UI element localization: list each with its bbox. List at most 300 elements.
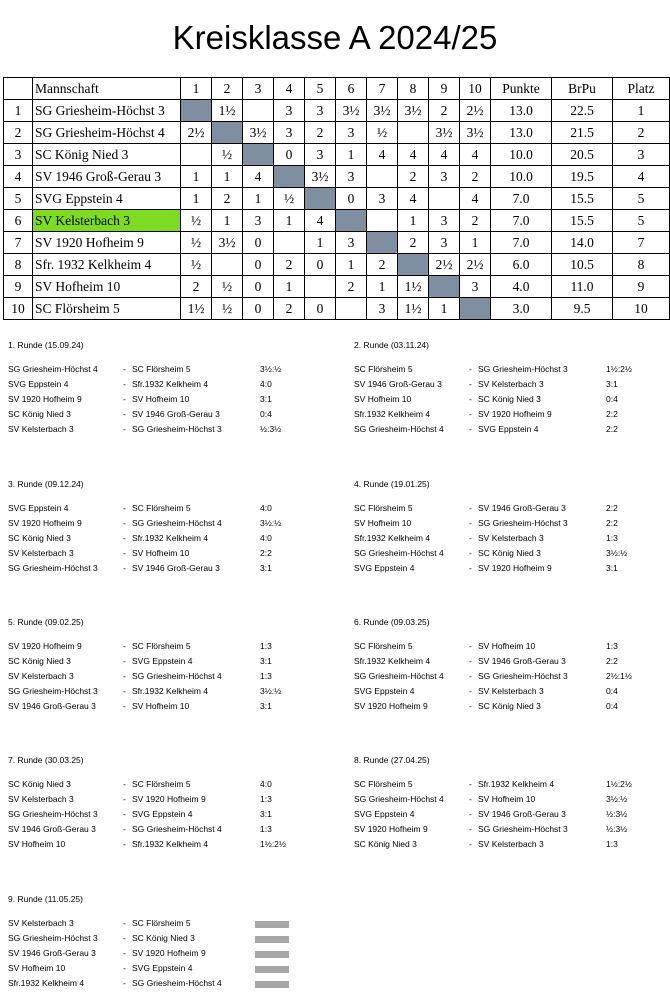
home-team: SG Griesheim-Höchst 4 (354, 424, 444, 434)
home-team: SV Hofheim 10 (354, 518, 412, 528)
match-result: 3:1 (260, 394, 272, 404)
round-block (5, 754, 286, 852)
match-row (351, 407, 618, 422)
result-cell: 4 (429, 144, 460, 166)
result-pending-bar (255, 981, 289, 988)
away-team: SC Flörsheim 5 (132, 641, 191, 651)
table-row (4, 144, 670, 166)
match-result: 3½:½ (606, 794, 628, 804)
diagonal-cell (336, 210, 367, 232)
column-header: 9 (429, 78, 460, 100)
round-block (5, 339, 282, 437)
home-team: SV Hofheim 10 (8, 839, 66, 849)
match-separator: - (123, 701, 126, 711)
column-header: 5 (305, 78, 336, 100)
match-separator: - (469, 686, 472, 696)
spacer (351, 767, 430, 777)
column-header: Platz (613, 78, 670, 100)
result-cell: 0 (243, 276, 274, 298)
result-cell (243, 100, 274, 122)
home-team: SV 1946 Groß-Gerau 3 (8, 824, 96, 834)
column-header: 2 (212, 78, 243, 100)
table-row (4, 254, 670, 276)
result-pending-bar (255, 936, 289, 943)
result-cell (336, 298, 367, 320)
away-team: SV 1946 Groß-Gerau 3 (478, 656, 566, 666)
away-team: SV 1946 Groß-Gerau 3 (132, 563, 220, 573)
match-separator: - (469, 394, 472, 404)
column-header: 10 (460, 78, 491, 100)
home-team: SC König Nied 3 (8, 533, 71, 543)
match-separator: - (123, 533, 126, 543)
match-result: 2:2 (606, 409, 618, 419)
result-cell: 0 (243, 298, 274, 320)
rank-number-cell: 8 (4, 254, 33, 276)
away-team: SV 1946 Groß-Gerau 3 (132, 409, 220, 419)
match-result: 3½:½ (606, 548, 628, 558)
match-separator: - (123, 394, 126, 404)
rank-cell: 2 (613, 122, 670, 144)
result-cell: 2½ (460, 254, 491, 276)
match-separator: - (469, 409, 472, 419)
match-result: 3½:½ (260, 518, 282, 528)
result-cell: 2 (398, 232, 429, 254)
result-cell: ½ (181, 254, 212, 276)
rank-number-cell: 10 (4, 298, 33, 320)
match-result: 3:1 (260, 656, 272, 666)
home-team: SV 1946 Groß-Gerau 3 (8, 948, 96, 958)
match-row (5, 422, 282, 437)
rank-number-cell: 9 (4, 276, 33, 298)
column-header: 4 (274, 78, 305, 100)
home-team: SV Kelsterbach 3 (8, 671, 74, 681)
home-team: SVG Eppstein 4 (354, 686, 415, 696)
points-cell: 3.0 (491, 298, 552, 320)
match-result: 4:0 (260, 503, 272, 513)
away-team: SV 1946 Groß-Gerau 3 (478, 809, 566, 819)
diagonal-cell (212, 122, 243, 144)
points-cell: 10.0 (491, 144, 552, 166)
rank-cell: 8 (613, 254, 670, 276)
team-name-cell: SVG Eppstein 4 (33, 188, 181, 210)
rank-number-cell: 1 (4, 100, 33, 122)
result-cell: ½ (181, 232, 212, 254)
result-cell (367, 210, 398, 232)
result-cell: 2 (367, 254, 398, 276)
result-cell: 0 (243, 232, 274, 254)
brpu-cell: 14.0 (552, 232, 613, 254)
match-separator: - (123, 824, 126, 834)
match-result: 3:1 (260, 563, 272, 573)
match-row (351, 546, 628, 561)
home-team: SC König Nied 3 (8, 409, 71, 419)
result-cell: 3 (336, 166, 367, 188)
result-cell: 4 (305, 210, 336, 232)
table-row (4, 298, 670, 320)
brpu-cell: 9.5 (552, 298, 613, 320)
result-cell: 3½ (460, 122, 491, 144)
round-heading: 5. Runde (09.02.25) (8, 617, 84, 627)
result-cell: 3 (305, 100, 336, 122)
match-row (5, 684, 282, 699)
away-team: SV 1920 Hofheim 9 (132, 794, 206, 804)
home-team: SV Hofheim 10 (8, 963, 66, 973)
away-team: SG Griesheim-Höchst 4 (132, 824, 222, 834)
diagonal-cell (398, 254, 429, 276)
spacer (5, 629, 84, 639)
match-row (351, 822, 628, 837)
rank-cell: 5 (613, 210, 670, 232)
match-separator: - (123, 809, 126, 819)
result-cell: 3½ (305, 166, 336, 188)
result-cell: 3 (429, 166, 460, 188)
brpu-cell: 21.5 (552, 122, 613, 144)
match-result: 1:3 (606, 839, 618, 849)
round-heading: 1. Runde (15.09.24) (8, 340, 84, 350)
match-row (351, 561, 618, 576)
home-team: SVG Eppstein 4 (8, 503, 69, 513)
result-cell: 3 (429, 232, 460, 254)
away-team: SV Kelsterbach 3 (478, 686, 544, 696)
away-team: SV Hofheim 10 (132, 394, 190, 404)
match-row (351, 669, 632, 684)
result-cell: 3 (305, 144, 336, 166)
match-row (5, 639, 272, 654)
match-separator: - (123, 671, 126, 681)
home-team: SV Hofheim 10 (354, 394, 412, 404)
round-heading: 4. Runde (19.01.25) (354, 479, 430, 489)
team-name-cell: Sfr. 1932 Kelkheim 4 (33, 254, 181, 276)
result-cell: 2½ (429, 254, 460, 276)
home-team: SC Flörsheim 5 (354, 779, 413, 789)
result-cell: 4 (243, 166, 274, 188)
away-team: SV 1946 Groß-Gerau 3 (478, 503, 566, 513)
match-result: 1:3 (260, 641, 272, 651)
away-team: Sfr.1932 Kelkheim 4 (132, 379, 209, 389)
away-team: Sfr.1932 Kelkheim 4 (132, 686, 209, 696)
away-team: SC König Nied 3 (478, 548, 541, 558)
away-team: Sfr.1932 Kelkheim 4 (132, 533, 209, 543)
away-team: SC Flörsheim 5 (132, 779, 191, 789)
match-row (351, 516, 618, 531)
match-row (351, 699, 618, 714)
match-separator: - (123, 686, 126, 696)
result-pending-bar (255, 966, 289, 973)
match-separator: - (123, 978, 126, 988)
table-row (4, 166, 670, 188)
result-cell: 1½ (212, 100, 243, 122)
match-separator: - (123, 548, 126, 558)
match-result: ½:3½ (260, 424, 282, 434)
away-team: SG Griesheim-Höchst 4 (132, 671, 222, 681)
result-cell: ½ (212, 298, 243, 320)
spacer (351, 629, 430, 639)
round-heading: 3. Runde (09.12.24) (8, 479, 84, 489)
result-cell: 3 (460, 276, 491, 298)
result-cell (398, 122, 429, 144)
home-team: SV 1920 Hofheim 9 (8, 394, 82, 404)
match-result: 2½:1½ (606, 671, 632, 681)
points-cell: 13.0 (491, 100, 552, 122)
brpu-cell: 22.5 (552, 100, 613, 122)
points-cell: 6.0 (491, 254, 552, 276)
match-separator: - (123, 948, 126, 958)
home-team: SV 1920 Hofheim 9 (354, 824, 428, 834)
match-row (351, 639, 618, 654)
home-team: SG Griesheim-Höchst 4 (8, 364, 98, 374)
rank-cell: 5 (613, 188, 670, 210)
rank-number-cell: 4 (4, 166, 33, 188)
home-team: SG Griesheim-Höchst 3 (8, 563, 98, 573)
match-separator: - (469, 641, 472, 651)
away-team: SV 1920 Hofheim 9 (132, 948, 206, 958)
result-cell: 3 (336, 122, 367, 144)
round-block (351, 339, 632, 437)
result-cell: 2½ (181, 122, 212, 144)
round-heading: 2. Runde (03.11.24) (354, 340, 429, 350)
result-cell: 1 (305, 232, 336, 254)
diagonal-cell (367, 232, 398, 254)
match-row (5, 654, 272, 669)
result-cell: 2 (212, 188, 243, 210)
brpu-cell: 15.5 (552, 188, 613, 210)
page-title: Kreisklasse A 2024/25 (172, 19, 498, 56)
result-cell: 2 (274, 298, 305, 320)
match-result: 3½:½ (260, 686, 282, 696)
match-separator: - (123, 839, 126, 849)
home-team: Sfr.1932 Kelkheim 4 (354, 409, 431, 419)
result-cell: 2 (460, 166, 491, 188)
team-name-cell: SV 1946 Groß-Gerau 3 (33, 166, 181, 188)
table-header-row (4, 78, 670, 100)
match-separator: - (469, 424, 472, 434)
spacer (351, 491, 430, 501)
result-cell: 2½ (460, 100, 491, 122)
rank-cell: 3 (613, 144, 670, 166)
match-result: 1½:2½ (260, 839, 286, 849)
home-team: SC König Nied 3 (354, 839, 417, 849)
match-row (351, 422, 618, 437)
result-cell: 3 (243, 210, 274, 232)
diagonal-cell (181, 100, 212, 122)
match-separator: - (469, 563, 472, 573)
round-heading: 6. Runde (09.03.25) (354, 617, 430, 627)
result-cell (274, 232, 305, 254)
result-cell: 1 (336, 254, 367, 276)
result-cell: 3 (367, 188, 398, 210)
match-separator: - (469, 779, 472, 789)
away-team: Sfr.1932 Kelkheim 4 (478, 779, 555, 789)
points-cell: 10.0 (491, 166, 552, 188)
match-row (5, 531, 272, 546)
result-cell: ½ (212, 276, 243, 298)
result-cell: 2 (336, 276, 367, 298)
column-header: Punkte (491, 78, 552, 100)
match-separator: - (469, 839, 472, 849)
match-result: 3:1 (606, 379, 618, 389)
match-separator: - (469, 701, 472, 711)
table-row (4, 232, 670, 254)
points-cell: 7.0 (491, 188, 552, 210)
column-header: 6 (336, 78, 367, 100)
home-team: SC Flörsheim 5 (354, 641, 413, 651)
match-separator: - (123, 779, 126, 789)
home-team: SG Griesheim-Höchst 3 (8, 933, 98, 943)
team-name-cell: SV Kelsterbach 3 (33, 210, 181, 232)
column-header: BrPu (552, 78, 613, 100)
away-team: SV Hofheim 10 (132, 701, 190, 711)
home-team: SG Griesheim-Höchst 3 (8, 686, 98, 696)
points-cell: 13.0 (491, 122, 552, 144)
result-cell: 1 (336, 144, 367, 166)
home-team: SV 1946 Groß-Gerau 3 (8, 701, 96, 711)
match-separator: - (123, 656, 126, 666)
home-team: SV Kelsterbach 3 (8, 548, 74, 558)
away-team: Sfr.1932 Kelkheim 4 (132, 839, 209, 849)
match-separator: - (123, 563, 126, 573)
match-result: 2:2 (606, 503, 618, 513)
away-team: SG Griesheim-Höchst 3 (478, 364, 568, 374)
away-team: SC König Nied 3 (478, 394, 541, 404)
match-row (351, 654, 618, 669)
match-result: 2:2 (606, 424, 618, 434)
rank-number-cell: 3 (4, 144, 33, 166)
match-result: 0:4 (606, 701, 618, 711)
result-cell: 3 (336, 232, 367, 254)
match-separator: - (469, 518, 472, 528)
match-separator: - (123, 364, 126, 374)
result-cell: 1 (181, 188, 212, 210)
result-cell: 3½ (243, 122, 274, 144)
result-cell: 3 (429, 210, 460, 232)
match-result: 1½:2½ (606, 364, 632, 374)
spacer (351, 352, 429, 362)
match-separator: - (123, 424, 126, 434)
spacer (5, 491, 84, 501)
result-cell: 2 (305, 122, 336, 144)
result-cell (212, 254, 243, 276)
crosstable (3, 77, 670, 320)
result-cell: 0 (305, 254, 336, 276)
match-row (5, 392, 272, 407)
result-cell (181, 144, 212, 166)
spacer (5, 767, 84, 777)
result-cell: 1 (367, 276, 398, 298)
away-team: SG Griesheim-Höchst 4 (132, 978, 222, 988)
match-separator: - (123, 409, 126, 419)
result-cell: 0 (305, 298, 336, 320)
column-header: 7 (367, 78, 398, 100)
result-cell: 1 (398, 210, 429, 232)
team-name-cell: SC Flörsheim 5 (33, 298, 181, 320)
rank-cell: 7 (613, 232, 670, 254)
match-row (5, 961, 193, 976)
result-cell: 3½ (367, 100, 398, 122)
points-cell: 4.0 (491, 276, 552, 298)
match-separator: - (123, 503, 126, 513)
result-cell: 0 (274, 144, 305, 166)
away-team: SG Griesheim-Höchst 3 (478, 671, 568, 681)
away-team: SC König Nied 3 (132, 933, 195, 943)
away-team: SG Griesheim-Höchst 3 (478, 824, 568, 834)
match-row (351, 837, 618, 852)
team-name-cell: SG Griesheim-Höchst 3 (33, 100, 181, 122)
match-row (351, 392, 618, 407)
result-cell: 3 (274, 100, 305, 122)
round-heading: 9. Runde (11.05.25) (8, 894, 83, 904)
match-result: 1½:2½ (606, 779, 632, 789)
rank-number-cell: 5 (4, 188, 33, 210)
home-team: SC Flörsheim 5 (354, 503, 413, 513)
result-cell: ½ (274, 188, 305, 210)
result-cell: 1 (274, 210, 305, 232)
rank-number-cell: 6 (4, 210, 33, 232)
away-team: SVG Eppstein 4 (132, 963, 193, 973)
match-row (5, 931, 195, 946)
match-separator: - (469, 809, 472, 819)
match-result: 4:0 (260, 779, 272, 789)
match-row (5, 837, 286, 852)
result-cell (429, 188, 460, 210)
points-cell: 7.0 (491, 210, 552, 232)
match-result: ½:3½ (606, 824, 628, 834)
home-team: SC König Nied 3 (8, 656, 71, 666)
away-team: SG Griesheim-Höchst 3 (132, 424, 222, 434)
match-separator: - (469, 671, 472, 681)
round-heading: 7. Runde (30.03.25) (8, 755, 84, 765)
round-heading: 8. Runde (27.04.25) (354, 755, 430, 765)
result-cell: 4 (398, 188, 429, 210)
match-row (351, 377, 618, 392)
table-row (4, 210, 670, 232)
round-block (5, 893, 222, 991)
result-cell: ½ (181, 210, 212, 232)
column-header: 3 (243, 78, 274, 100)
away-team: SC Flörsheim 5 (132, 503, 191, 513)
table-row (4, 276, 670, 298)
match-row (351, 777, 632, 792)
match-row (5, 501, 272, 516)
brpu-cell: 20.5 (552, 144, 613, 166)
rank-cell: 9 (613, 276, 670, 298)
column-header: Mannschaft (33, 78, 181, 100)
table-row (4, 122, 670, 144)
home-team: SVG Eppstein 4 (8, 379, 69, 389)
match-separator: - (123, 379, 126, 389)
home-team: SVG Eppstein 4 (354, 563, 415, 573)
match-separator: - (469, 379, 472, 389)
result-cell: 4 (460, 144, 491, 166)
result-cell: 3½ (398, 100, 429, 122)
result-cell: 2 (460, 210, 491, 232)
result-cell: 1 (212, 210, 243, 232)
away-team: SG Griesheim-Höchst 3 (478, 518, 568, 528)
result-cell: 0 (243, 254, 274, 276)
result-cell: 3 (274, 122, 305, 144)
match-result: 1:3 (606, 641, 618, 651)
match-result: 2:2 (260, 548, 272, 558)
match-result: 3:1 (260, 809, 272, 819)
rank-cell: 10 (613, 298, 670, 320)
away-team: SC Flörsheim 5 (132, 918, 191, 928)
match-result: 3:1 (260, 701, 272, 711)
diagonal-cell (429, 276, 460, 298)
result-cell: 4 (367, 144, 398, 166)
result-cell: 3 (367, 298, 398, 320)
match-result: 0:4 (606, 686, 618, 696)
match-row (5, 362, 282, 377)
home-team: SG Griesheim-Höchst 3 (8, 809, 98, 819)
